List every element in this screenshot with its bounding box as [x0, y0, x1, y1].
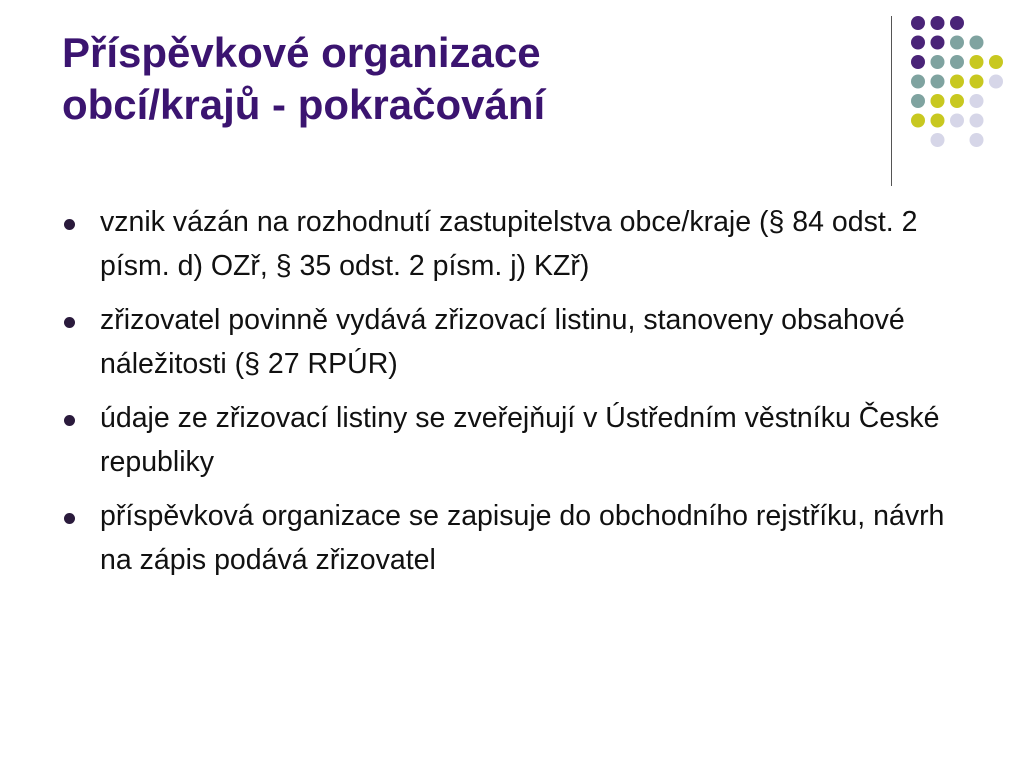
decorative-dot-yellow	[950, 75, 964, 89]
bullet-item	[62, 200, 982, 288]
decorative-dot-purple	[931, 36, 945, 50]
decorative-dot-teal	[950, 36, 964, 50]
decorative-dot-teal	[970, 36, 984, 50]
decorative-dot-purple	[931, 16, 945, 30]
bullet-item	[62, 396, 982, 484]
decorative-dot-purple	[911, 16, 925, 30]
decorative-dot-yellow	[931, 94, 945, 108]
decorative-dot-lavender	[931, 133, 945, 147]
bullet-list	[62, 200, 982, 592]
decorative-dot-teal	[950, 55, 964, 69]
bullet-icon	[64, 513, 75, 524]
decorative-dot-yellow	[970, 55, 984, 69]
decorative-dot-purple	[950, 16, 964, 30]
decorative-dot-teal	[931, 75, 945, 89]
bullet-text: vznik vázán na rozhodnutí zastupitelstva obce/kraje (§ 84 odst. 2 písm. d) OZř, § 35 odst. 2 písm. j) KZř)	[100, 206, 918, 282]
title-divider-line	[891, 16, 892, 186]
decorative-dot-yellow	[970, 75, 984, 89]
decorative-dot-yellow	[931, 114, 945, 128]
decorative-dot-yellow	[911, 114, 925, 128]
decorative-dot-teal	[911, 94, 925, 108]
decorative-dot-teal	[911, 75, 925, 89]
decorative-dot-lavender	[970, 133, 984, 147]
slide-title	[62, 27, 862, 131]
decorative-dot-lavender	[970, 94, 984, 108]
bullet-icon	[64, 415, 75, 426]
bullet-icon	[64, 219, 75, 230]
decorative-dot-lavender	[970, 114, 984, 128]
decorative-dot-purple	[911, 36, 925, 50]
bullet-text: zřizovatel povinně vydává zřizovací listinu, stanoveny obsahové náležitosti (§ 27 RPÚR)	[100, 304, 905, 380]
decorative-dot-lavender	[989, 75, 1003, 89]
bullet-text: údaje ze zřizovací listiny se zveřejňují v Ústředním věstníku České republiky	[100, 402, 940, 478]
decorative-dot-lavender	[950, 114, 964, 128]
slide-title-line-1: Příspěvkové organizace	[62, 29, 541, 76]
decorative-dot-yellow	[989, 55, 1003, 69]
decorative-dot-yellow	[950, 94, 964, 108]
bullet-icon	[64, 317, 75, 328]
bullet-item	[62, 494, 982, 582]
decorative-dot-teal	[931, 55, 945, 69]
decorative-dot-purple	[911, 55, 925, 69]
bullet-item	[62, 298, 982, 386]
slide-title-line-2: obcí/krajů - pokračování	[62, 81, 546, 128]
bullet-text: příspěvková organizace se zapisuje do obchodního rejstříku, návrh na zápis podává zřizovatel	[100, 500, 945, 576]
